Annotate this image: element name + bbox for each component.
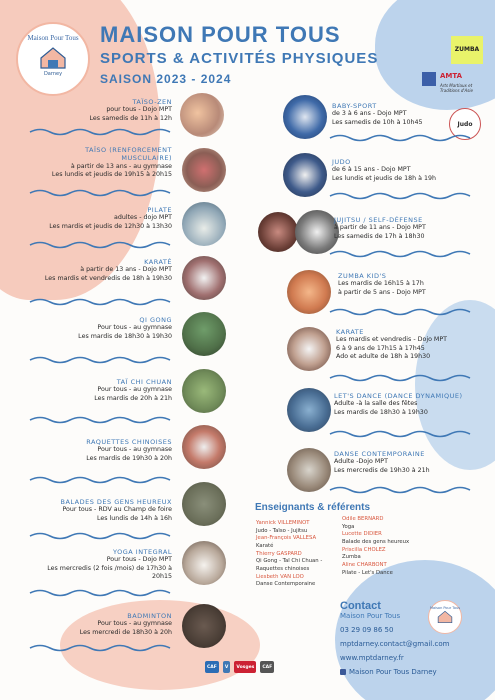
activity-detail: à partir de 11 ans - Dojo MPT: [334, 224, 426, 232]
activity-name: DANSE CONTEMPORAINE: [334, 450, 425, 458]
partner-logo: CAF: [260, 661, 274, 673]
activity-name: BABY-SPORT: [332, 102, 377, 110]
activity-photo: [287, 448, 331, 492]
activity-detail: de 6 à 15 ans - Dojo MPT: [332, 166, 411, 174]
activity-name: BADMINTON: [127, 612, 172, 620]
activity-name: ZUMBA KID'S: [338, 272, 387, 280]
activity-name: KARATE: [336, 328, 364, 336]
page-subtitle: SPORTS & ACTIVITÉS PHYSIQUES: [100, 50, 379, 67]
amta-description: Arts Martiaux et Traditions d'Asie: [440, 83, 473, 93]
facebook-icon: [340, 669, 346, 675]
activity-tai-chi: [20, 378, 172, 403]
activity-name: LET'S DANCE (DANCE DYNAMIQUE): [334, 392, 463, 400]
activity-photo: [182, 604, 226, 648]
house-icon: [39, 46, 67, 70]
activity-danse-contemporaine: [334, 450, 484, 475]
activity-photo: [287, 388, 331, 432]
activity-photo: [258, 212, 298, 252]
partner-logo: Vosges: [234, 661, 256, 673]
activity-photo: [283, 95, 327, 139]
activity-schedule: Les mercredis (2 fois /mois) de 17h30 à: [47, 564, 172, 572]
activity-name: TAÏ CHI CHUAN: [116, 378, 172, 386]
activity-qi-gong: [20, 316, 172, 341]
wave-divider: [330, 488, 470, 493]
teacher-name: Priscilla CHOLEZ: [342, 546, 386, 553]
decor-blob: [415, 300, 495, 470]
activity-pilate: [20, 206, 172, 231]
activity-schedule: à partir de 5 ans - Dojo MPT: [338, 288, 426, 296]
amta-logo: [422, 70, 486, 98]
activity-photo: [287, 270, 331, 314]
activity-lets-dance: [334, 392, 484, 417]
wave-divider: [330, 252, 470, 257]
activity-raquettes: [20, 438, 172, 463]
activity-balades: [20, 498, 172, 523]
teacher-role: Pilate - Let's Dance: [342, 569, 393, 576]
activity-karate-kids: [336, 328, 484, 362]
team-column-2: [342, 516, 422, 577]
activity-photo: [182, 148, 226, 192]
activity-detail: de 3 à 6 ans - Dojo MPT: [332, 110, 407, 118]
activity-name: PILATE: [147, 206, 172, 214]
activity-detail: à partir de 13 ans - Dojo MPT: [80, 266, 172, 274]
activity-schedule: Les lundis et jeudis de 19h15 à 20h15: [51, 171, 172, 179]
activity-schedule: Les samedis de 11h à 12h: [89, 114, 172, 122]
activity-taiso: [20, 146, 172, 180]
activity-detail: Adulte -Dojo MPT: [334, 458, 388, 466]
activity-schedule: 20h15: [151, 573, 172, 581]
activity-name: JUJITSU / SELF-DÉFENSE: [334, 216, 423, 224]
activity-photo: [180, 93, 224, 137]
wave-divider: [30, 534, 170, 539]
teacher-name: Aline CHARBONT: [342, 562, 387, 569]
activity-detail: à partir de 13 ans - au gymnase: [70, 162, 172, 170]
wave-divider: [330, 194, 470, 199]
activity-detail: Pour tous - RDV au Champ de foire: [62, 506, 172, 514]
contact-subtitle: Maison Pour Tous: [340, 612, 401, 620]
activity-schedule: Les lundis de 14h à 16h: [96, 514, 172, 522]
amta-icon: [422, 72, 436, 86]
contact-phone[interactable]: 03 29 09 86 50: [340, 626, 394, 634]
activity-detail: pour tous - Dojo MPT: [106, 106, 172, 114]
activity-detail: Les mardis de 16h15 à 17h: [338, 280, 424, 288]
activity-photo: [182, 425, 226, 469]
activity-schedule: Ado et adulte de 18h à 19h30: [336, 353, 431, 361]
wave-divider: [330, 136, 470, 141]
teacher-role: Zumba: [342, 554, 361, 561]
activity-name: TAÏSO-ZEN: [132, 98, 172, 106]
activity-schedule: Les mardis et vendredis de 18h à 19h30: [44, 274, 172, 282]
teacher-role: Qi Gong - Taï Chi Chuan - Raquettes chinoises: [256, 558, 323, 573]
activity-schedule: Les mardis de 18h30 à 19h30: [78, 332, 172, 340]
team-column-1: [256, 520, 341, 589]
contact-email[interactable]: mptdarney.contact@gmail.com: [340, 640, 450, 648]
activity-name: BALADES DES GENS HEUREUX: [60, 498, 172, 506]
wave-divider: [30, 591, 170, 596]
teacher-role: Yoga: [342, 523, 355, 530]
activity-detail: Pour tous - au gymnase: [97, 386, 172, 394]
activity-photo: [182, 202, 226, 246]
activity-name: TAÏSO (RENFORCEMENT MUSCULAIRE): [85, 146, 172, 163]
activity-photo: [182, 369, 226, 413]
teacher-name: Yannick VILLEMINOT: [256, 520, 310, 526]
teacher-name: Odile BERNARD: [342, 516, 384, 522]
teacher-role: Balade des gens heureux: [342, 539, 410, 546]
logo-subtext: Darney: [43, 71, 63, 77]
season-label: SAISON 2023 - 2024: [100, 72, 232, 86]
activity-detail: Adulte -à la salle des fêtes: [334, 400, 418, 408]
wave-divider: [30, 478, 170, 483]
house-icon: [437, 610, 453, 624]
mpt-logo-small: [428, 600, 462, 634]
activity-jujitsu: [334, 216, 484, 241]
activity-photo: [283, 153, 327, 197]
teacher-role: Karaté: [256, 543, 274, 550]
contact-website[interactable]: www.mptdarney.fr: [340, 654, 404, 662]
activity-schedule: Les mercredi de 18h30 à 20h: [79, 628, 172, 636]
activity-photo: [182, 482, 226, 526]
activity-photo: [182, 312, 226, 356]
mpt-logo: [16, 22, 90, 96]
judo-logo: Judo: [449, 108, 481, 140]
wave-divider: [30, 418, 170, 423]
activity-yoga: [20, 548, 172, 582]
activity-judo: [332, 158, 482, 183]
activity-schedule: Les samedis de 10h à 10h45: [332, 118, 423, 126]
teacher-name: Lucette DIDIER: [342, 531, 382, 538]
wave-divider: [30, 358, 170, 363]
activity-name: YOGA INTEGRAL: [113, 548, 172, 556]
partner-logos: [205, 660, 274, 674]
amta-name: AMTA: [440, 72, 463, 80]
activity-schedule: Les samedis de 17h à 18h30: [334, 232, 425, 240]
activity-schedule: Les mardis de 19h30 à 20h: [86, 454, 172, 462]
activity-detail: Pour tous - au gymnase: [97, 620, 172, 628]
activity-schedule: Les mardis de 20h à 21h: [94, 394, 172, 402]
partner-logo: CAF: [205, 661, 219, 673]
page-title: MAISON POUR TOUS: [100, 22, 341, 47]
activity-taiso-zen: [20, 98, 172, 123]
partner-logo: V: [223, 661, 230, 673]
facebook-label: Maison Pour Tous Darney: [349, 668, 437, 676]
wave-divider: [30, 300, 170, 305]
zumba-logo: ZUMBA: [451, 36, 483, 64]
team-title: Enseignants & référents: [255, 502, 371, 513]
logo-text: Maison Pour Tous: [429, 606, 461, 610]
logo-text: Maison Pour Tous: [27, 34, 79, 42]
activity-schedule: Les mardis de 18h30 à 19h30: [334, 408, 428, 416]
contact-title: Contact: [340, 600, 381, 612]
activity-baby-sport: [332, 102, 482, 127]
activity-schedule: Les mercredis de 19h30 à 21h: [334, 466, 430, 474]
activity-detail: adultes - dojo MPT: [113, 214, 172, 222]
activity-schedule: Les lundis et jeudis de 18h à 19h: [332, 174, 437, 182]
teacher-role: Judo - Taïso - Jujitsu: [256, 527, 308, 534]
activity-detail: Pour tous - au gymnase: [97, 324, 172, 332]
activity-name: RAQUETTES CHINOISES: [86, 438, 172, 446]
activity-detail: Pour tous - au gymnase: [97, 446, 172, 454]
activity-name: KARATÉ: [144, 258, 172, 266]
teacher-name: Jean-François VALLESA: [256, 535, 317, 542]
activity-photo: [182, 541, 226, 585]
teacher-role: Danse Contemporaine: [256, 581, 316, 588]
activity-badminton: [20, 612, 172, 637]
activity-photo: [182, 256, 226, 300]
activity-detail: Les mardis et vendredis - Dojo MPT: [336, 336, 447, 344]
activity-schedule: Les mardis et jeudis de 12h30 à 13h30: [49, 222, 172, 230]
activity-detail: Pour tous - Dojo MPT: [106, 556, 172, 564]
activity-name: JUDO: [332, 158, 351, 166]
activity-name: QI GONG: [139, 316, 172, 324]
activity-karate: [20, 258, 172, 283]
activity-photo: [295, 210, 339, 254]
activity-zumba-kids: [338, 272, 483, 297]
activity-schedule: 6 à 9 ans de 17h15 à 17h45: [336, 344, 425, 352]
teacher-name: Liesbeth VAN LOO: [256, 573, 304, 580]
contact-facebook[interactable]: [340, 668, 449, 676]
teacher-name: Thierry GASPARD: [256, 550, 302, 557]
activity-photo: [287, 327, 331, 371]
